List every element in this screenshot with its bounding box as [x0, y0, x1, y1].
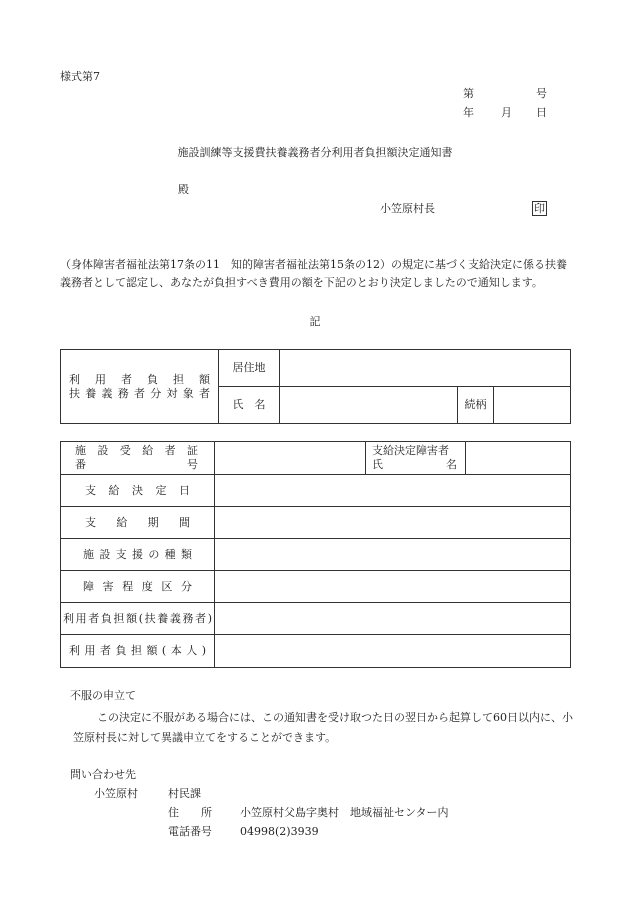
inquiry-heading: 問い合わせ先	[70, 768, 136, 781]
ki-label: 記	[309, 315, 321, 328]
burden-guardian-label: 利用者負担額(扶養義務者)	[63, 611, 212, 625]
form-number: 様式第7	[60, 70, 100, 83]
doc-number-prefix: 第	[463, 87, 474, 100]
cert-label-go: 号	[187, 458, 198, 471]
support-type-label-cell	[61, 539, 215, 571]
cert-label-line2	[75, 458, 198, 472]
decision-date-label-cell	[61, 475, 215, 507]
doc-number-suffix: 号	[536, 87, 547, 100]
objection-text: この決定に不服がある場合には、この通知書を受け取つた日の翌日から起算して60日以内に、小笠原村長に対して異議申立てをすることができます。	[73, 711, 573, 744]
cert-label-line1: 施設受給者証	[75, 444, 198, 457]
residence-value[interactable]	[280, 350, 571, 387]
relationship-label: 続柄	[458, 387, 494, 424]
disabled-label-line2	[372, 458, 457, 472]
inquiry-org: 小笠原村	[94, 787, 138, 800]
disabled-value[interactable]	[466, 442, 571, 475]
decision-date-label: 支給決定日	[85, 483, 190, 497]
support-type-value[interactable]	[215, 539, 571, 571]
seal-text: 印	[534, 202, 545, 215]
inquiry-dept: 村民課	[168, 787, 201, 800]
cert-value[interactable]	[215, 442, 366, 475]
target-label-line1: 利用者負担額	[69, 372, 210, 386]
relationship-value[interactable]	[494, 387, 571, 424]
period-value[interactable]	[215, 507, 571, 539]
burden-guardian-label-cell	[61, 603, 215, 635]
disabled-label-line1: 支給決定障害者	[372, 444, 449, 457]
objection-heading: 不服の申立て	[70, 689, 136, 702]
residence-label: 居住地	[219, 350, 280, 387]
date-day: 日	[536, 106, 547, 119]
name-label: 氏 名	[219, 387, 280, 424]
burden-self-label-cell	[61, 635, 215, 668]
benefit-details-table	[60, 441, 571, 668]
disability-level-value[interactable]	[215, 571, 571, 603]
disabled-label-cell	[366, 442, 466, 475]
phone-value: 04998(2)3939	[240, 825, 319, 838]
target-person-table	[60, 349, 571, 424]
document-title: 施設訓練等支援費扶養義務者分利用者負担額決定通知書	[177, 146, 453, 159]
disabled-label-shi: 氏	[372, 458, 383, 471]
cert-label-cell	[61, 442, 215, 475]
period-label-cell	[61, 507, 215, 539]
target-label-cell	[61, 350, 219, 424]
support-type-label: 施設支援の種類	[83, 547, 192, 561]
address-value: 小笠原村父島字奥村 地域福祉センター内	[240, 806, 449, 819]
period-label: 支給期間	[85, 515, 190, 529]
burden-self-label: 利用者負担額(本人)	[69, 644, 206, 657]
date-year: 年	[463, 106, 474, 119]
target-label-line2: 扶養義務者分対象者	[69, 386, 210, 400]
address-label: 住 所	[168, 806, 212, 819]
disabled-label-mei: 名	[446, 458, 457, 471]
disability-level-label: 障害程度区分	[83, 579, 192, 593]
name-value[interactable]	[280, 387, 458, 424]
cert-label-ban: 番	[75, 458, 86, 471]
burden-self-value[interactable]	[215, 635, 571, 668]
seal-mark	[532, 201, 547, 216]
issuer-name: 小笠原村長	[380, 202, 435, 215]
body-paragraph: （身体障害者福祉法第17条の11 知的障害者福祉法第15条の12）の規定に基づく支給決定に係る扶養義務者として認定し、あなたが負担すべき費用の額を下記のとおり決定しましたので通知します。	[60, 258, 567, 289]
burden-guardian-value[interactable]	[215, 603, 571, 635]
addressee-suffix: 殿	[178, 183, 189, 196]
date-month: 月	[501, 106, 512, 119]
disability-level-label-cell	[61, 571, 215, 603]
phone-label: 電話番号	[168, 825, 212, 838]
decision-date-value[interactable]	[215, 475, 571, 507]
